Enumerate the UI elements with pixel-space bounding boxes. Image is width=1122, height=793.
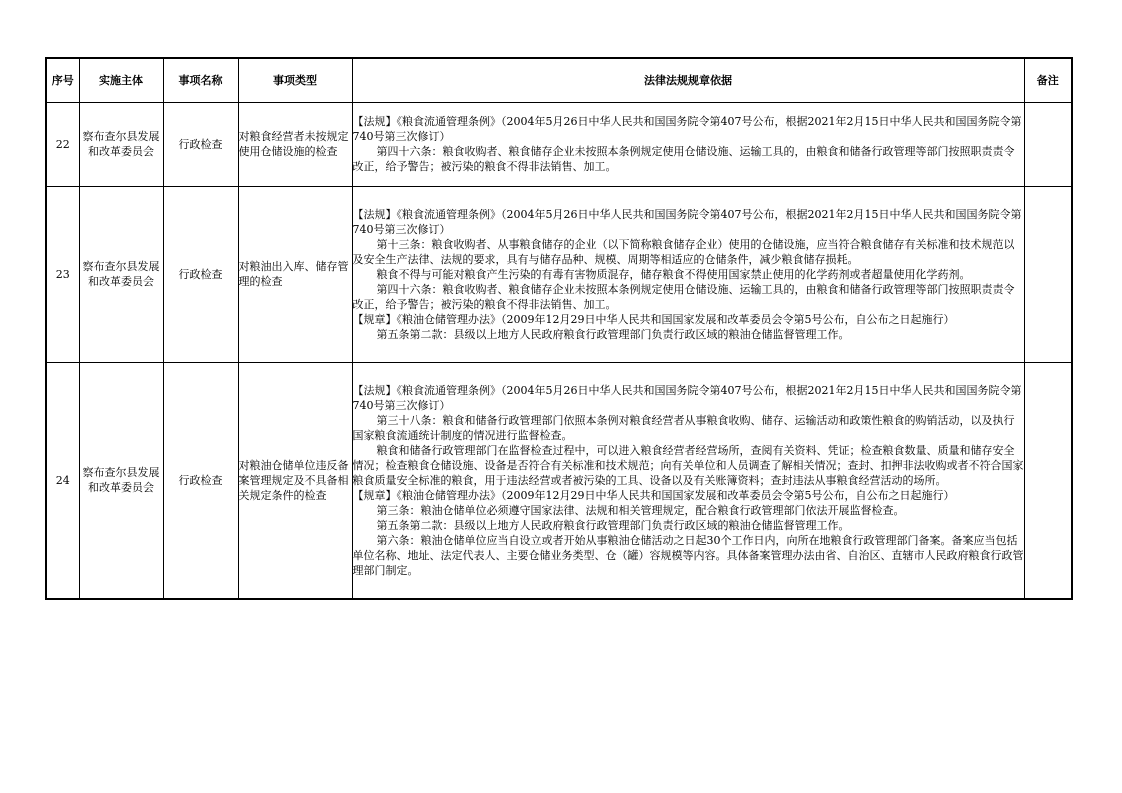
row-seq: 23: [46, 186, 79, 362]
basis-paragraph: 【规章】《粮油仓储管理办法》（2009年12月29日中华人民共和国国家发展和改革委员会令第5号公布，自公布之日起施行）: [352, 312, 955, 326]
row-subject: 察布查尔县发展和改革委员会: [79, 186, 163, 362]
inspection-items-table: [45, 57, 1073, 600]
basis-paragraph: 第五条第二款：县级以上地方人民政府粮食行政管理部门负责行政区域的粮油仓储监督管理工作。: [376, 327, 850, 341]
basis-paragraph: 第四十六条：粮食收购者、粮食储存企业未按照本条例规定使用仓储设施、运输工具的，由粮食和储备行政管理等部门按照职责责令改正，给予警告；被污染的粮食不得非法销售、加工。: [352, 282, 1015, 311]
table-row: [46, 186, 1072, 362]
row-seq: 24: [46, 362, 79, 599]
row-note: [1024, 102, 1072, 186]
row-subject: 察布查尔县发展和改革委员会: [79, 102, 163, 186]
basis-paragraph: 【法规】《粮食流通管理条例》（2004年5月26日中华人民共和国国务院令第407号公布，根据2021年2月15日中华人民共和国国务院令第740号第三次修订）: [352, 207, 1022, 236]
basis-paragraph: 第四十六条：粮食收购者、粮食储存企业未按照本条例规定使用仓储设施、运输工具的，由粮食和储备行政管理等部门按照职责责令改正，给予警告；被污染的粮食不得非法销售、加工。: [352, 145, 1015, 173]
row-basis: [352, 362, 1024, 599]
row-subject: 察布查尔县发展和改革委员会: [79, 362, 163, 599]
row-seq: 22: [46, 102, 79, 186]
row-basis: [352, 186, 1024, 362]
row-note: [1024, 362, 1072, 599]
table-row: [46, 102, 1072, 186]
row-item-name: 行政检查: [163, 362, 238, 599]
header-row: [46, 58, 1072, 102]
header-item-name: 事项名称: [163, 58, 238, 102]
basis-paragraph: 第三条：粮油仓储单位必须遵守国家法律、法规和相关管理规定，配合粮食行政管理部门依法开展监督检查。: [376, 503, 905, 517]
header-subject: 实施主体: [79, 58, 163, 102]
table-row: [46, 362, 1072, 599]
basis-paragraph: 【规章】《粮油仓储管理办法》（2009年12月29日中华人民共和国国家发展和改革委员会令第5号公布，自公布之日起施行）: [352, 488, 955, 502]
row-item-name: 行政检查: [163, 102, 238, 186]
header-note: 备注: [1024, 58, 1072, 102]
header-item-type: 事项类型: [238, 58, 352, 102]
row-item-name: 行政检查: [163, 186, 238, 362]
row-basis: [352, 102, 1024, 186]
basis-paragraph: 第五条第二款：县级以上地方人民政府粮食行政管理部门负责行政区域的粮油仓储监督管理工作。: [376, 518, 850, 532]
basis-paragraph: 粮食不得与可能对粮食产生污染的有毒有害物质混存，储存粮食不得使用国家禁止使用的化学药剂或者超量使用化学药剂。: [376, 267, 971, 281]
basis-paragraph: 【法规】《粮食流通管理条例》（2004年5月26日中华人民共和国国务院令第407号公布，根据2021年2月15日中华人民共和国国务院令第740号第三次修订）: [352, 383, 1022, 412]
row-item-type: 对粮食经营者未按规定使用仓储设施的检查: [238, 102, 352, 186]
basis-paragraph: 粮食和储备行政管理部门在监督检查过程中，可以进入粮食经营者经营场所，查阅有关资料、凭证；检查粮食数量、质量和储存安全情况；检查粮食仓储设施、设备是否符合有关标准和技术规范；向有关单位和人员调查了解相关情况；查封、扣押非法收购或者不符合国家粮食质量安全标准的粮食，用于违法经营或者被污染的工具、设备以及有关账簿资料；查封违法从事粮食经营活动的场所。: [352, 443, 1024, 487]
basis-paragraph: 第十三条：粮食收购者、从事粮食储存的企业（以下简称粮食储存企业）使用的仓储设施，应当符合粮食储存有关标准和技术规范以及安全生产法律、法规的要求，具有与储存品种、规模、周期等相适应的仓储条件，减少粮食储存损耗。: [352, 237, 1015, 266]
basis-paragraph: 第六条：粮油仓储单位应当自设立或者开始从事粮油仓储活动之日起30个工作日内，向所在地粮食行政管理部门备案。备案应当包括单位名称、地址、法定代表人、主要仓储业务类型、仓（罐）容规模等内容。具体备案管理办法由省、自治区、直辖市人民政府粮食行政管理部门制定。: [352, 533, 1024, 577]
basis-paragraph: 【法规】《粮食流通管理条例》（2004年5月26日中华人民共和国国务院令第407号公布，根据2021年2月15日中华人民共和国国务院令第740号第三次修订）: [352, 115, 1022, 143]
row-item-type: 对粮油出入库、储存管理的检查: [238, 186, 352, 362]
row-note: [1024, 186, 1072, 362]
row-item-type: 对粮油仓储单位违反备案管理规定及不具备相关规定条件的检查: [238, 362, 352, 599]
header-seq: 序号: [46, 58, 79, 102]
basis-paragraph: 第三十八条：粮食和储备行政管理部门依照本条例对粮食经营者从事粮食收购、储存、运输活动和政策性粮食的购销活动，以及执行国家粮食流通统计制度的情况进行监督检查。: [352, 413, 1015, 442]
header-basis: 法律法规规章依据: [352, 58, 1024, 102]
